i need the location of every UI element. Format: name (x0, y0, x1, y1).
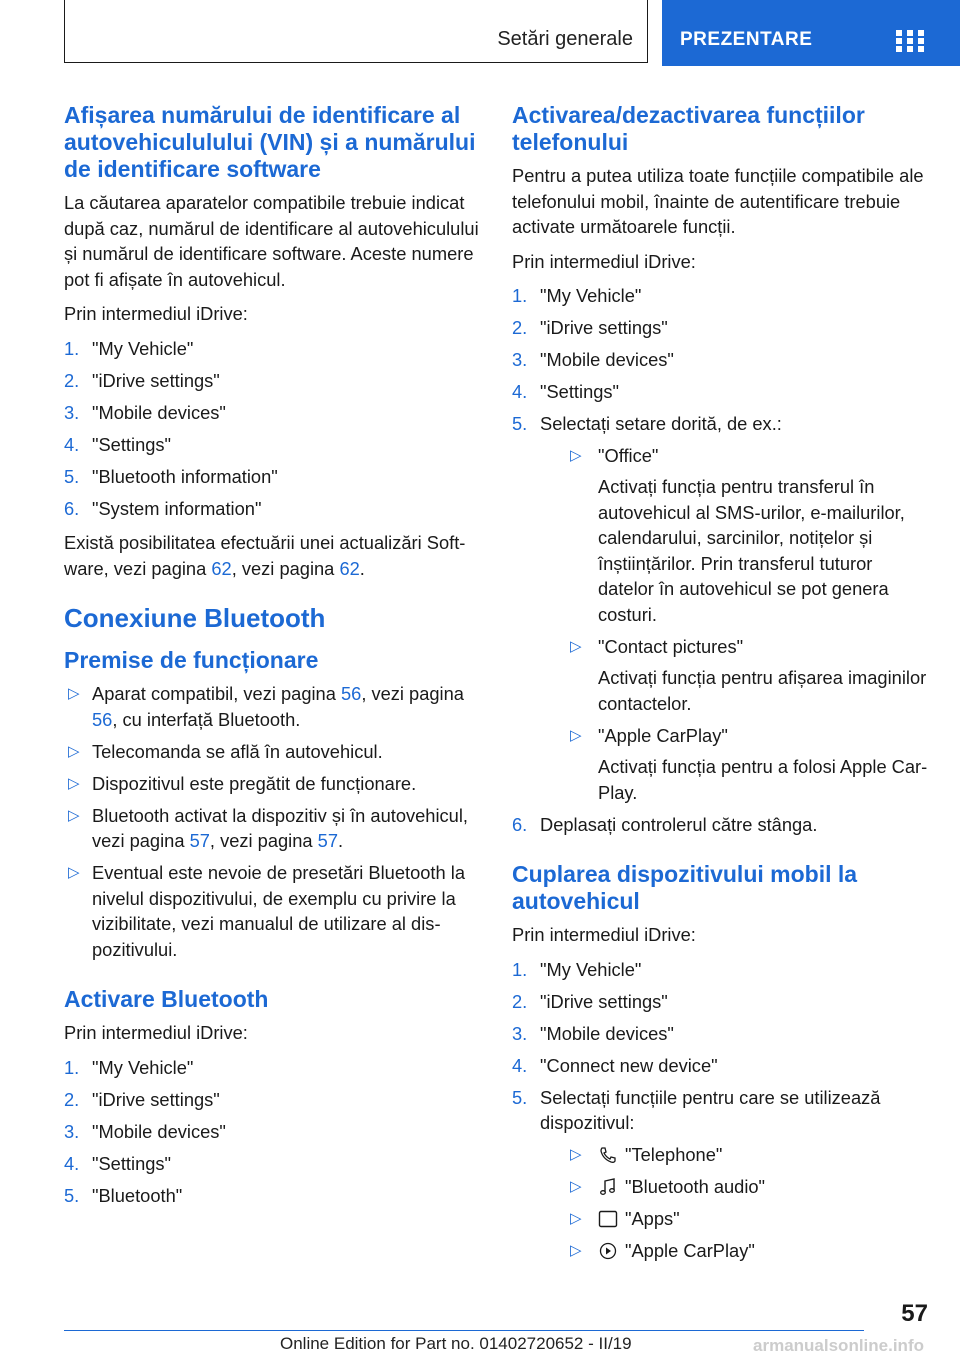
list-item: 3. "Mobile devices" (512, 1022, 674, 1044)
pairing-heading: Cuplarea dispozitivului mobil la autovehicul (512, 861, 858, 914)
list-item: ▷ "Office" Activați funcția pentru transferul în autovehicul al SMS-urilor, e-mailurilor, calendarului, sarcinilor, notițelor și înștiințărilor. Prin transferul tuturor datelor în autovehicul se pot genera costuri. (570, 444, 905, 625)
list-item: 1. "My Vehicle" (512, 285, 642, 306)
list-item: 6. "System information" (64, 497, 262, 519)
apps-icon (598, 1210, 618, 1228)
page-link[interactable]: 57 (317, 830, 338, 851)
activate-steps-list (64, 1055, 484, 1209)
via-idrive-label: Prin intermediul iDrive: (512, 250, 696, 272)
list-item: ▷ "Apps" (570, 1207, 680, 1229)
list-item: ▷ "Apple CarPlay" Activați funcția pentru a folosi Apple CarPlay. (570, 724, 928, 803)
list-item: ▷ Dispozitivul este pregătit de funcționare. (68, 772, 417, 794)
right-column (512, 102, 932, 1272)
list-item: 2. "iDrive settings" (64, 1088, 220, 1110)
via-idrive-label: Prin intermediul iDrive: (64, 303, 248, 324)
options-list (540, 443, 932, 806)
vin-paragraph: La căutarea aparatelor compatibile trebuie indicat după caz, numărul de identificare al autovehiculului și numărul de identificare software. Aceste numere pot fi afișate în autovehicul. (64, 192, 479, 290)
update-paragraph: Există posibilitatea efectuării unei actualizări Software, vezi pagina 62, vezi pagina 62. (64, 532, 466, 579)
edition-text: Online Edition for Part no. 01402720652 - II/19 (280, 1334, 632, 1353)
phone-functions-heading: Activarea/dezactivarea funcțiilor telefonului (512, 102, 865, 155)
list-item: 5. "Bluetooth" (64, 1184, 183, 1206)
via-idrive-label: Prin intermediul iDrive: (512, 924, 696, 945)
page-link[interactable]: 62 (211, 557, 232, 579)
prerequisites-heading: Premise de funcționare (64, 647, 319, 673)
phone-steps-list (512, 283, 932, 837)
page-link[interactable]: 56 (340, 683, 362, 704)
chapter-tab[interactable] (662, 0, 960, 66)
list-item: 6. Deplasați controlerul către stânga. (512, 813, 818, 835)
watermark-logo: armanualsonline.info (753, 1336, 924, 1355)
list-item: ▷ "Apple CarPlay" (570, 1239, 755, 1261)
page-link[interactable]: 57 (189, 830, 210, 851)
list-item: 2. "iDrive settings" (512, 317, 668, 338)
page-link[interactable]: 56 (92, 708, 113, 730)
list-item: 4. "Settings" (512, 381, 620, 402)
list-item: 4. "Connect new device" (512, 1054, 718, 1076)
phone-icon (598, 1146, 618, 1164)
list-item: 1. "My Vehicle" (64, 337, 194, 359)
list-item: 3. "Mobile devices" (64, 401, 226, 423)
list-item: ▷ Bluetooth activat la dispozitiv și în autovehicul, vezi pagina 57, vezi pagina 57. (68, 804, 468, 851)
footer-divider (64, 1330, 864, 1331)
list-item: 4. "Settings" (64, 433, 172, 455)
vin-heading: Afișarea numărului de identificare al autovehicululului (VIN) și a numărului de identificare software (64, 102, 476, 182)
list-item: 5. Selectați setare dorită, de ex.: ▷ "Office" Activați funcția pentru transferul în autovehicul al SMS-urilor, e-mailurilor, calendarului, sarcinilor, notițelor și înștiințărilor. Prin transferul tuturor datelor în autovehicul se pot genera costuri. ▷ "Contact pictures" Activați funcția pentru afișarea imaginilor contactelor. ▷ "Apple CarPlay" Activați funcția pentru a folosi Apple CarPlay. (512, 411, 932, 805)
list-item: ▷ Aparat compatibil, vezi pagina 56, vezi pagina 56, cu interfață Bluetooth. (68, 683, 464, 730)
section-title: Setări generale (497, 28, 633, 50)
music-note-icon (598, 1178, 618, 1196)
pairing-steps-list (512, 957, 932, 1264)
play-icon (598, 1242, 618, 1260)
list-item: 3. "Mobile devices" (64, 1120, 226, 1142)
via-idrive-label: Prin intermediul iDrive: (64, 1022, 248, 1043)
page-number: 57 (901, 1300, 928, 1327)
functions-list (540, 1142, 932, 1264)
list-item: 1. "My Vehicle" (512, 958, 642, 980)
list-item: 5. "Bluetooth information" (64, 465, 278, 487)
list-item: ▷ Telecomanda se află în autovehicul. (68, 740, 383, 762)
list-item: ▷ "Telephone" (570, 1143, 723, 1165)
chapter-tab-label: PREZENTARE (680, 29, 813, 50)
list-item: ▷ Eventual este nevoie de presetări Bluetooth la nivelul dispozitivului, de exemplu cu privire la vizibilitate, vezi manualul de utilizare al dispozitivului. (68, 862, 465, 960)
activate-bluetooth-heading: Activare Bluetooth (64, 986, 269, 1012)
left-column (64, 102, 484, 1217)
vin-steps-list (64, 336, 484, 522)
list-item: 5. Selectați funcțiile pentru care se utilizează dispozitivul: ▷ "Telephone" ▷ "Bluetooth audio" ▷ "Apps" ▷ "Apple CarPlay" (512, 1085, 932, 1264)
list-item: 3. "Mobile devices" (512, 349, 674, 370)
page-link[interactable]: 62 (339, 557, 360, 579)
list-item: 2. "iDrive settings" (512, 990, 668, 1012)
list-item: 4. "Settings" (64, 1152, 172, 1174)
list-item: 1. "My Vehicle" (64, 1056, 194, 1078)
list-item: ▷ "Contact pictures" Activați funcția pentru afișarea imaginilor contactelor. (570, 635, 927, 714)
list-item: ▷ "Bluetooth audio" (570, 1175, 766, 1197)
prerequisites-list (64, 681, 484, 962)
header-frame (64, 0, 648, 63)
phone-functions-paragraph: Pentru a putea utiliza toate funcțiile compatibile ale telefonului mobil, înainte de autentificare trebuie activate următoarele funcții. (512, 165, 924, 237)
list-item: 2. "iDrive settings" (64, 369, 220, 391)
bluetooth-heading: Conexiune Bluetooth (64, 603, 326, 633)
grid-menu-icon (896, 30, 924, 52)
